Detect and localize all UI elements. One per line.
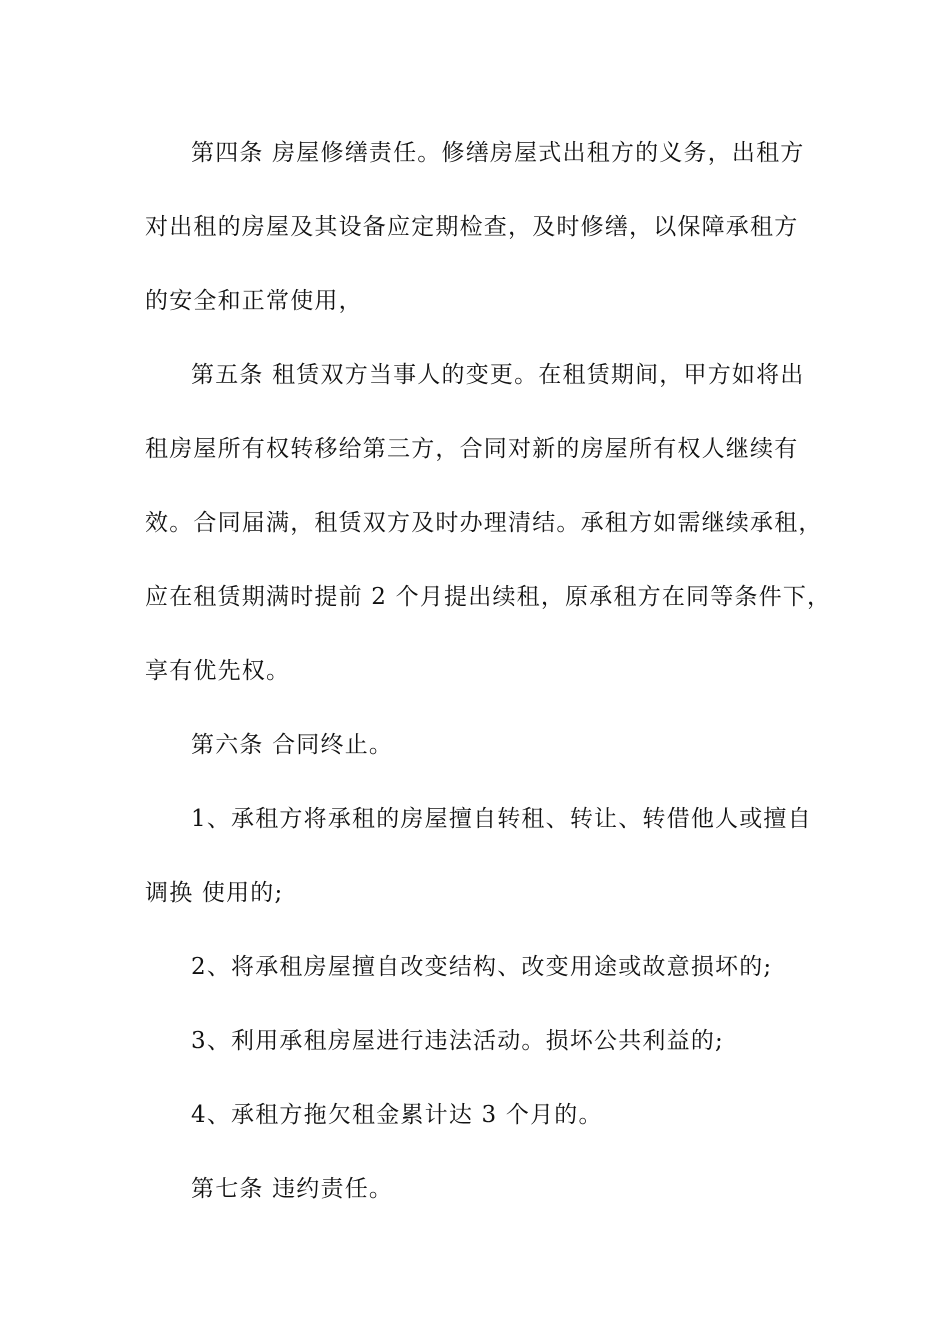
article-four-line-3: 的安全和正常使用， (145, 288, 363, 314)
termination-item-1-line-1: 1、承租方将承租的房屋擅自转租、转让、转借他人或擅自 (191, 806, 812, 832)
article-seven-heading: 第七条 违约责任。 (191, 1176, 394, 1202)
article-six-heading: 第六条 合同终止。 (191, 732, 394, 758)
article-five-line-3: 效。合同届满，租赁双方及时办理清结。承租方如需继续承租， (145, 510, 823, 536)
termination-item-3: 3、利用承租房屋进行违法活动。损坏公共利益的; (191, 1028, 724, 1054)
termination-item-1-line-2: 调换 使用的; (145, 880, 284, 906)
termination-item-4: 4、承租方拖欠租金累计达 3 个月的。 (191, 1102, 603, 1128)
article-five-line-2: 租房屋所有权转移给第三方，合同对新的房屋所有权人继续有 (145, 436, 799, 462)
article-five-line-1: 第五条 租赁双方当事人的变更。在租赁期间，甲方如将出 (191, 362, 805, 388)
article-four-line-2: 对出租的房屋及其设备应定期检查，及时修缮，以保障承租方 (145, 214, 799, 240)
article-five-line-4: 应在租赁期满时提前 2 个月提出续租，原承租方在同等条件下， (145, 584, 832, 610)
document-body (145, 124, 832, 1234)
article-five-line-5: 享有优先权。 (145, 658, 291, 684)
article-four-line-1: 第四条 房屋修缮责任。修缮房屋式出租方的义务，出租方 (191, 140, 805, 166)
termination-item-2: 2、将承租房屋擅自改变结构、改变用途或故意损坏的; (191, 954, 773, 980)
